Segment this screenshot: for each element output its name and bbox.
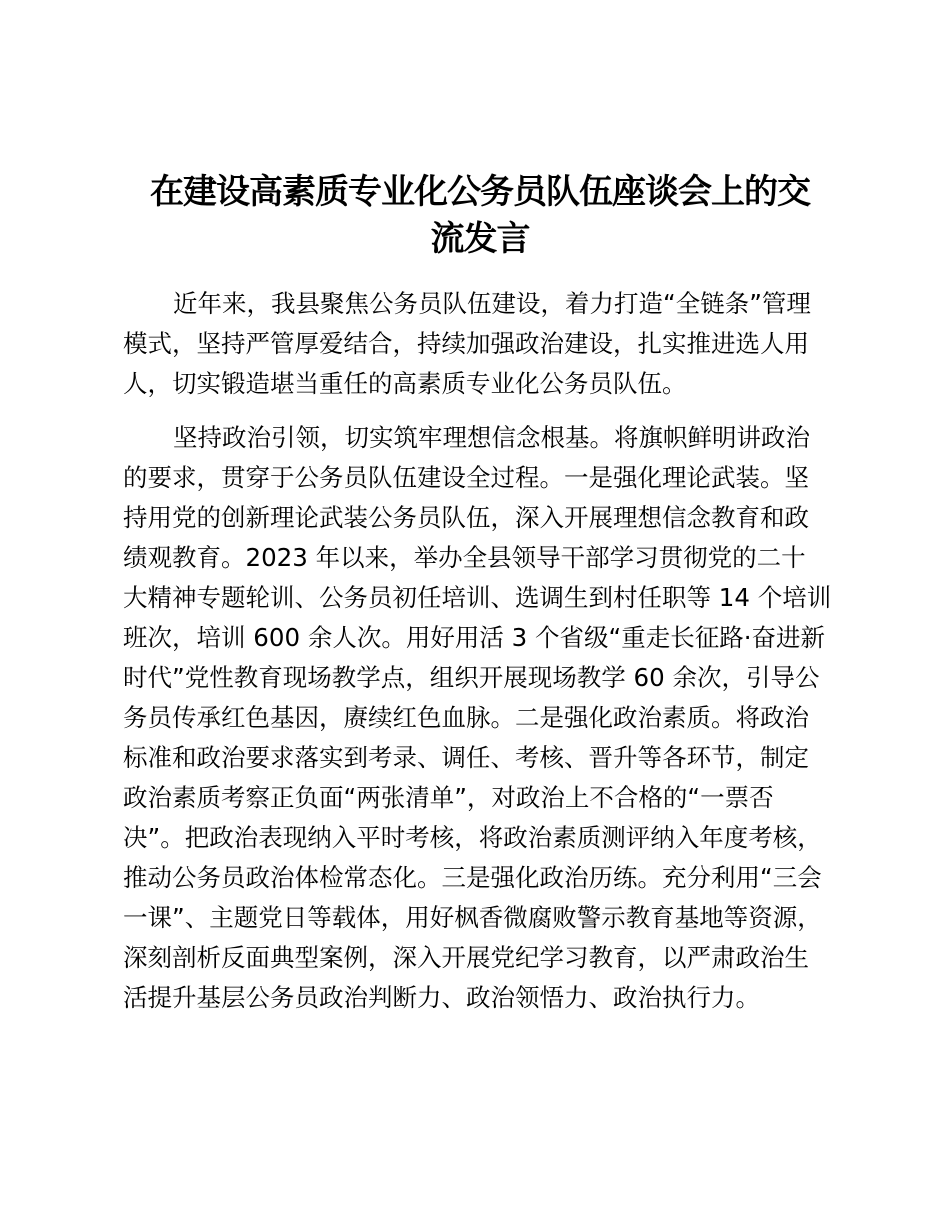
paragraph-2-line-9: 标准和政治要求落实到考录、调任、考核、晋升等各环节，制定 bbox=[123, 743, 809, 772]
paragraph-2-line-6: 班次，培训 600 余人次。用好用活 3 个省级“重走长征路·奋进新 bbox=[123, 623, 825, 652]
paragraph-2-line-14: 深刻剖析反面典型案例，深入开展党纪学习教育，以严肃政治生 bbox=[123, 943, 809, 972]
paragraph-2-line-2: 的要求，贯穿于公务员队伍建设全过程。一是强化理论武装。坚 bbox=[123, 463, 809, 492]
paragraph-2-line-7: 时代”党性教育现场教学点，组织开展现场教学 60 余次，引导公 bbox=[123, 663, 820, 692]
paragraph-1-line-2: 模式，坚持严管厚爱结合，持续加强政治建设，扎实推进选人用 bbox=[123, 329, 809, 358]
paragraph-2-line-10: 政治素质考察正负面“两张清单”，对政治上不合格的“一票否 bbox=[123, 783, 774, 812]
paragraph-1-line-3: 人，切实锻造堪当重任的高素质专业化公务员队伍。 bbox=[123, 369, 687, 398]
paragraph-2-line-5: 大精神专题轮训、公务员初任培训、选调生到村任职等 14 个培训 bbox=[123, 583, 832, 612]
paragraph-2-line-8: 务员传承红色基因，赓续红色血脉。二是强化政治素质。将政治 bbox=[123, 703, 809, 732]
paragraph-1-line-1: 近年来，我县聚焦公务员队伍建设，着力打造“全链条”管理 bbox=[173, 289, 811, 318]
paragraph-2-line-4: 绩观教育。2023 年以来，举办全县领导干部学习贯彻党的二十 bbox=[123, 543, 806, 572]
paragraph-2-line-13: 一课”、主题党日等载体，用好枫香微腐败警示教育基地等资源， bbox=[123, 903, 822, 932]
paragraph-2-line-12: 推动公务员政治体检常态化。三是强化政治历练。充分利用“三会 bbox=[123, 863, 822, 892]
paragraph-2-line-15: 活提升基层公务员政治判断力、政治领悟力、政治执行力。 bbox=[123, 983, 760, 1012]
document-title-line-2: 流发言 bbox=[430, 219, 530, 259]
paragraph-2-line-1: 坚持政治引领，切实筑牢理想信念根基。将旗帜鲜明讲政治 bbox=[173, 423, 810, 452]
document-title-line-1: 在建设高素质专业化公务员队伍座谈会上的交 bbox=[150, 172, 810, 212]
paragraph-2-line-3: 持用党的创新理论武装公务员队伍，深入开展理想信念教育和政 bbox=[123, 503, 809, 532]
paragraph-2-line-11: 决”。把政治表现纳入平时考核，将政治素质测评纳入年度考核， bbox=[123, 823, 822, 852]
